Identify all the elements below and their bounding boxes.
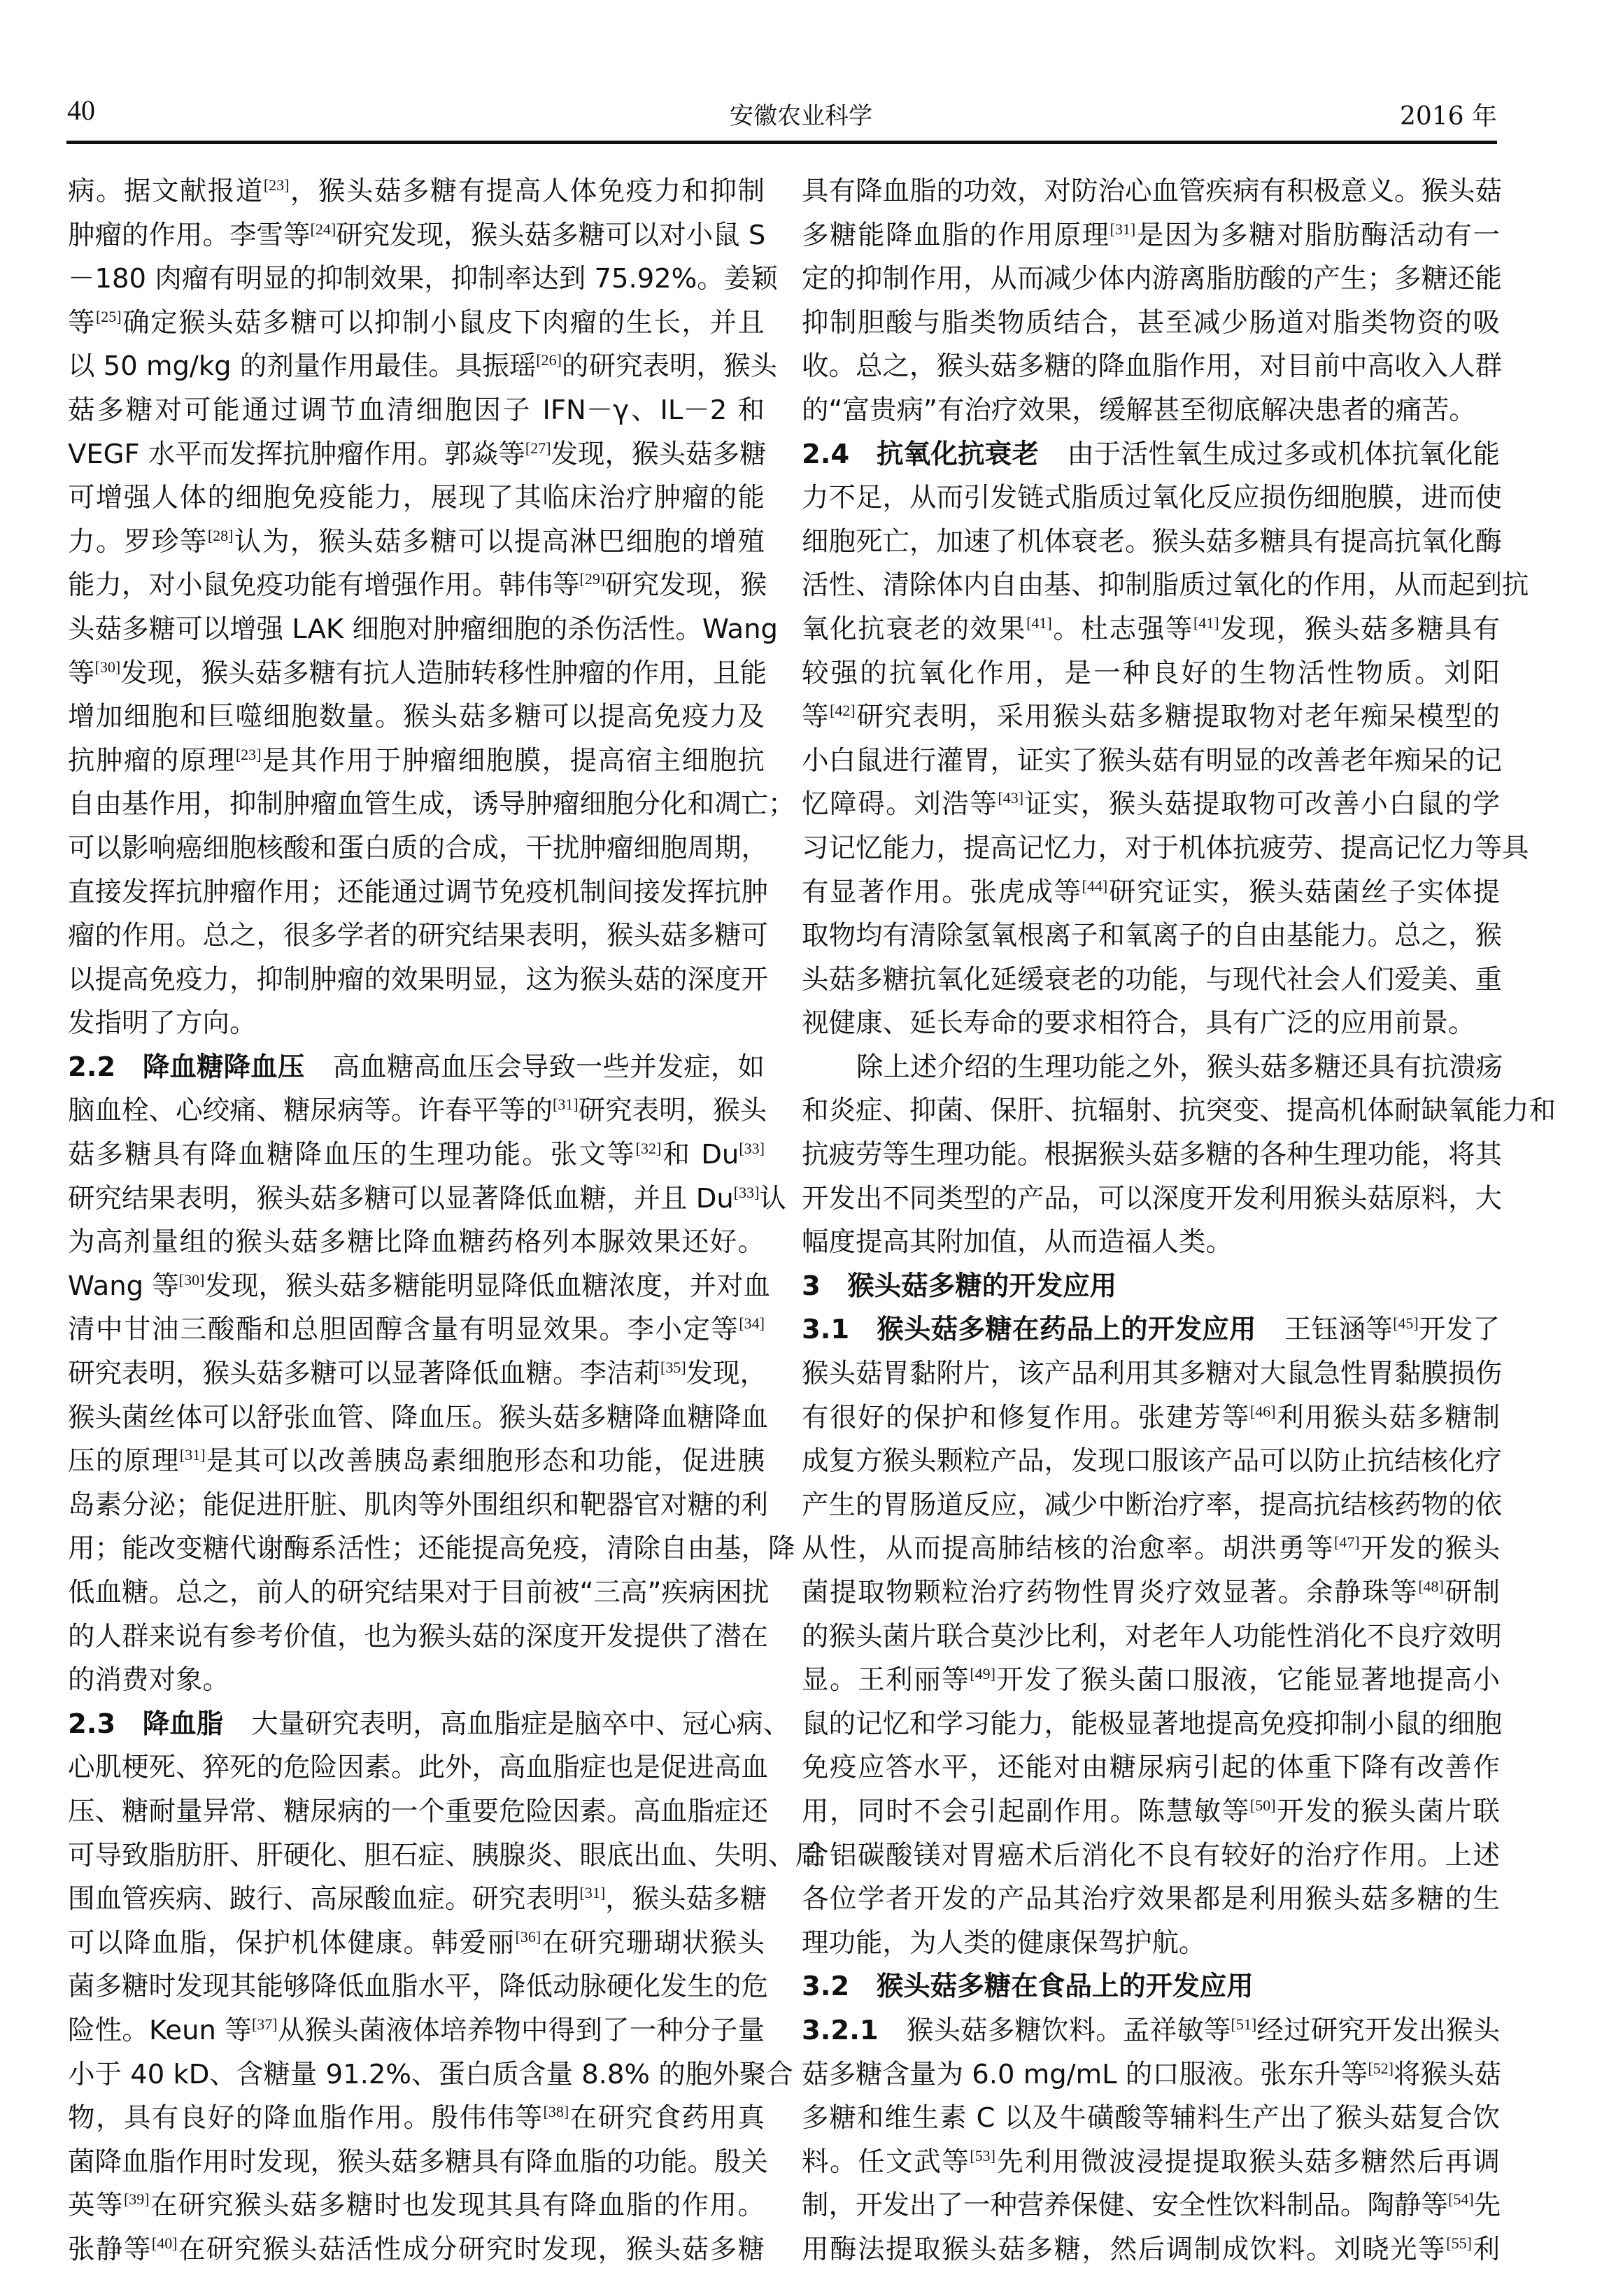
citation-ref: [43] <box>998 789 1024 807</box>
text-run: 在研究珊瑚状猴头 <box>541 1927 765 1959</box>
text-run: 各位学者开发的产品其治疗效果都是利用猴头菇多糖的生 <box>802 1883 1500 1915</box>
text-run: 的消费对象。 <box>68 1664 230 1696</box>
text-line <box>802 871 1500 915</box>
text-run: 将猴头菇 <box>1393 2058 1501 2090</box>
text-run: 用酶法提取猴头菇多糖，然后调制成饮料。刘晓光等 <box>802 2233 1447 2265</box>
text-run: 头菇多糖抗氧化延缓衰老的功能，与现代社会人们爱美、重 <box>802 963 1503 995</box>
text-line <box>68 783 795 827</box>
text-line <box>802 1089 1557 1133</box>
text-run: 增加细胞和巨噬细胞数量。猴头菇多糖可以提高免疫力及 <box>68 701 765 733</box>
text-run: 利用猴头菇多糖制 <box>1275 1401 1500 1433</box>
text-run: 视健康、延长寿命的要求相符合，具有广泛的应用前景。 <box>802 1007 1475 1040</box>
section-heading: 3.2.1 <box>802 2014 879 2046</box>
text-run: 先 <box>1473 2190 1501 2222</box>
section-heading-line <box>802 2009 1500 2053</box>
text-line <box>68 433 765 477</box>
text-line <box>68 2053 793 2097</box>
text-line <box>68 302 765 346</box>
text-run: 习记忆能力，提高记忆力，对于机体抗疲劳、提高记忆力等具 <box>802 832 1529 864</box>
text-line <box>802 1834 1500 1878</box>
text-run: 直接发挥抗肿瘤作用；还能通过调节免疫机制间接发挥抗肿 <box>68 876 769 908</box>
text-line <box>68 1177 786 1221</box>
text-run: 多糖和维生素 C 以及牛磺酸等辅料生产出了猴头菇复合饮 <box>802 2102 1500 2134</box>
citation-ref: [49] <box>970 1665 995 1683</box>
text-run: 的研究表明，猴头 <box>562 350 778 383</box>
text-run: 从猴头菌液体培养物中得到了一种分子量 <box>277 2014 765 2046</box>
citation-ref: [24] <box>310 220 336 238</box>
text-run: 开发出不同类型的产品，可以深度开发利用猴头菇原料，大 <box>802 1182 1503 1214</box>
text-line <box>68 476 765 520</box>
text-run: 肿瘤的作用。李雪等 <box>68 219 311 251</box>
text-line <box>802 1440 1503 1484</box>
citation-ref: [39] <box>123 2190 150 2209</box>
text-run: 发现，猴头菇多糖有抗人造肺转移性肿瘤的作用，且能 <box>120 657 767 689</box>
text-run: 收。总之，猴头菇多糖的降血脂作用，对目前中高收入人群 <box>802 350 1503 383</box>
citation-ref: [31] <box>579 1884 606 1902</box>
text-run: 先利用微波浸提提取猴头菇多糖然后再调 <box>995 2146 1500 2178</box>
text-run: 有显著作用。张虎成等 <box>802 876 1082 908</box>
text-run: 细胞死亡，加速了机体衰老。猴头菇多糖具有提高抗氧化酶 <box>802 525 1503 558</box>
text-run: 清中甘油三酸酯和总胆固醇含量有明显效果。李小定等 <box>68 1314 739 1346</box>
text-run: 险性。Keun 等 <box>68 2014 252 2046</box>
citation-ref: [23] <box>235 745 262 763</box>
text-line <box>68 1002 765 1046</box>
section-heading-line <box>68 1703 791 1747</box>
text-run: 从性，从而提高肺结核的治愈率。胡洪勇等 <box>802 1533 1335 1565</box>
text-line <box>802 914 1503 958</box>
citation-ref: [51] <box>1231 2015 1257 2033</box>
text-run: 理功能，为人类的健康保驾护航。 <box>802 1927 1206 1959</box>
text-run: 研究证实，猴头菇菌丝子实体提 <box>1107 876 1500 908</box>
citation-ref: [40] <box>151 2234 178 2252</box>
section-heading: 3.1 猴头菇多糖在药品上的开发应用 <box>802 1314 1256 1346</box>
citation-ref: [31] <box>553 1096 579 1114</box>
text-run: 张静等 <box>68 2233 152 2265</box>
text-line <box>68 1790 769 1834</box>
text-line <box>68 1659 765 1703</box>
text-run: 头菇多糖可以增强 LAK 细胞对肿瘤细胞的杀伤活性。Wang <box>68 613 778 645</box>
text-line <box>802 1878 1500 1922</box>
text-run: 自由基作用，抑制肿瘤血管生成，诱导肿瘤细胞分化和凋亡； <box>68 788 795 821</box>
text-run: 开发了 <box>1418 1314 1500 1346</box>
text-run: 发现， <box>686 1358 767 1390</box>
text-run: 脑血栓、心绞痛、糖尿病等。许春平等的 <box>68 1095 553 1127</box>
publication-year: 2016 年 <box>1399 102 1497 131</box>
journal-title: 安徽农业科学 <box>730 102 872 130</box>
text-run: 抗肿瘤的原理 <box>68 744 236 777</box>
citation-ref: [26] <box>536 351 562 369</box>
text-line <box>802 1177 1503 1221</box>
text-line <box>68 1265 770 1309</box>
text-run: 成复方猴头颗粒产品，发现口服该产品可以防止抗结核化疗 <box>802 1445 1503 1477</box>
text-run: 低血糖。总之，前人的研究结果对于目前被“三高”疾病困扰 <box>68 1577 770 1608</box>
text-run: 是其可以改善胰岛素细胞形态和功能，促进胰 <box>205 1445 765 1477</box>
text-run: 开发的猴头菌片联 <box>1275 1795 1500 1827</box>
citation-ref: [45] <box>1393 1314 1419 1333</box>
section-heading-line <box>68 1046 765 1090</box>
section-heading-line <box>802 433 1500 477</box>
text-line <box>802 257 1503 302</box>
text-line <box>68 389 765 433</box>
text-run: 料。任文武等 <box>802 2146 970 2178</box>
section-heading: 3 猴头菇多糖的开发应用 <box>802 1270 1117 1302</box>
text-line <box>68 170 765 214</box>
text-line <box>68 2228 765 2272</box>
text-run: 取物均有清除氢氧根离子和氧离子的自由基能力。总之，猴 <box>802 920 1503 952</box>
citation-ref: [50] <box>1249 1796 1276 1814</box>
text-run: 可以降血脂，保护机体健康。韩爱丽 <box>68 1927 516 1959</box>
text-line <box>68 564 765 608</box>
citation-ref: [30] <box>94 658 121 676</box>
citation-ref: [32] <box>635 1140 662 1158</box>
citation-ref: [30] <box>178 1270 205 1289</box>
text-line <box>802 345 1503 389</box>
citation-ref: [31] <box>1110 220 1136 238</box>
text-run: 压的原理 <box>68 1445 180 1477</box>
text-line <box>68 1440 765 1484</box>
text-line <box>802 2184 1500 2228</box>
text-run: 小白鼠进行灌胃，证实了猴头菇有明显的改善老年痴呆的记 <box>802 744 1503 777</box>
text-run: 开发了猴头菌口服液，它能显著地提高小 <box>995 1664 1500 1696</box>
text-run: 用；能改变糖代谢酶系活性；还能提高免疫，清除自由基，降 <box>68 1533 795 1565</box>
citation-ref: [25] <box>95 307 122 325</box>
text-run: 鼠的记忆和学习能力，能极显著地提高免疫抑制小鼠的细胞 <box>802 1708 1503 1740</box>
text-run: 菇多糖具有降血糖降血压的生理功能。张文等 <box>68 1139 636 1171</box>
text-line <box>802 170 1503 214</box>
citation-ref: [28] <box>207 526 234 544</box>
text-line <box>68 345 778 389</box>
text-run: 等 <box>68 306 96 339</box>
text-line <box>68 1922 765 1966</box>
text-run: 。杜志强等 <box>1051 613 1194 645</box>
text-run: 大量研究表明，高血脂症是脑卒中、冠心病、 <box>251 1708 791 1740</box>
text-line <box>68 871 769 915</box>
section-heading: 3.2 猴头菇多糖在食品上的开发应用 <box>802 1971 1254 2003</box>
text-run: 有很好的保护和修复作用。张建芳等 <box>802 1401 1250 1433</box>
text-line <box>68 608 778 652</box>
text-line <box>802 1221 1500 1265</box>
citation-ref: [47] <box>1334 1533 1360 1552</box>
text-line <box>68 1746 769 1790</box>
text-line <box>68 1965 769 2009</box>
citation-ref: [54] <box>1448 2190 1474 2209</box>
text-run: 经过研究开发出猴头 <box>1256 2014 1500 2046</box>
text-line <box>68 2184 765 2228</box>
citation-ref: [36] <box>515 1927 541 1946</box>
text-run: 是因为多糖对脂肪酶活动有一 <box>1135 219 1500 251</box>
citation-ref: [38] <box>543 2103 569 2121</box>
text-line <box>802 1002 1500 1046</box>
text-line <box>802 1352 1503 1396</box>
text-run: 研究结果表明，猴头菇多糖可以显著降低血糖，并且 Du <box>68 1182 734 1214</box>
text-run: ，猴头菇多糖有提高人体免疫力和抑制 <box>289 176 765 207</box>
text-line <box>802 739 1503 784</box>
section-heading-line <box>802 1265 1500 1309</box>
citation-ref: [33] <box>733 1183 760 1201</box>
text-line <box>802 958 1503 1002</box>
text-line <box>68 1527 795 1571</box>
text-run: 在研究食药用真 <box>569 2102 765 2134</box>
text-line <box>802 827 1529 871</box>
text-run: 抑制胆酸与脂类物质结合，甚至减少肠道对脂类物资的吸 <box>802 306 1500 339</box>
citation-ref: [41] <box>1193 614 1219 632</box>
citation-ref: [27] <box>525 439 551 457</box>
text-line <box>802 564 1529 608</box>
text-run: 和 Du <box>661 1139 739 1171</box>
text-run: Wang 等 <box>68 1270 179 1302</box>
text-run: 抗疲劳等生理功能。根据猴头菇多糖的各种生理功能，将其 <box>802 1139 1503 1171</box>
text-run: 的“富贵病”有治疗效果，缓解甚至彻底解决患者的痛苦。 <box>802 394 1476 426</box>
citation-ref: [29] <box>579 570 606 588</box>
citation-ref: [44] <box>1082 877 1108 895</box>
text-line <box>802 652 1500 696</box>
text-line <box>802 302 1500 346</box>
text-line <box>68 695 765 739</box>
citation-ref: [37] <box>251 2015 278 2033</box>
citation-ref: [35] <box>660 1359 686 1377</box>
text-line <box>802 695 1500 739</box>
text-line <box>68 2097 765 2141</box>
page-number: 40 <box>67 94 95 126</box>
text-run: ，猴头菇多糖 <box>605 1883 767 1915</box>
right-column <box>802 170 1557 2272</box>
text-line <box>68 1571 770 1615</box>
text-run: 的人群来说有参考价值，也为猴头菇的深度开发提供了潜在 <box>68 1620 769 1652</box>
text-run: 氧化抗衰老的效果 <box>802 613 1027 645</box>
citation-ref: [34] <box>739 1314 765 1333</box>
text-line <box>68 1834 823 1878</box>
text-line <box>68 1133 765 1177</box>
text-run: 可增强人体的细胞免疫能力，展现了其临床治疗肿瘤的能 <box>68 482 765 514</box>
text-line <box>802 608 1500 652</box>
text-run: 证实，猴头菇提取物可改善小白鼠的学 <box>1023 788 1500 821</box>
header-rule <box>66 141 1497 144</box>
text-run: 和炎症、抑菌、保肝、抗辐射、抗突变、提高机体耐缺氧能力和 <box>802 1095 1557 1127</box>
text-run: 小于 40 kD、含糖量 91.2%、蛋白质含量 8.8% 的胞外聚合 <box>68 2058 793 2090</box>
section-heading: 2.4 抗氧化抗衰老 <box>802 438 1040 470</box>
text-run: 研究表明，采用猴头菇多糖提取物对老年痴呆模型的 <box>855 701 1500 733</box>
text-line <box>802 2228 1500 2272</box>
text-line <box>68 914 769 958</box>
text-run: 研究表明，猴头菇多糖可以显著降低血糖。李洁莉 <box>68 1358 661 1390</box>
text-run: 围血管疾病、跛行、高尿酸血症。研究表明 <box>68 1883 580 1915</box>
text-line <box>68 2009 765 2053</box>
text-line <box>68 2141 769 2185</box>
text-line <box>802 1571 1500 1615</box>
text-line <box>802 1659 1500 1703</box>
text-run: 制，开发出了一种营养保健、安全性饮料制品。陶静等 <box>802 2190 1449 2222</box>
citation-ref: [31] <box>179 1446 206 1464</box>
text-run: VEGF 水平而发挥抗肿瘤作用。郭焱等 <box>68 438 525 470</box>
text-line <box>68 958 769 1002</box>
citation-ref: [41] <box>1026 614 1052 632</box>
text-run: 猴头菇多糖饮料。孟祥敏等 <box>906 2014 1231 2046</box>
text-line <box>68 1308 765 1352</box>
text-run: 能力，对小鼠免疫功能有增强作用。韩伟等 <box>68 569 580 602</box>
text-line <box>802 1703 1503 1747</box>
left-column <box>68 170 823 2272</box>
text-run: 发现，猴头菇多糖 <box>551 438 767 470</box>
text-run: 研究发现，猴 <box>605 569 767 602</box>
text-run: 王钰涵等 <box>1284 1314 1394 1346</box>
text-run: －180 肉瘤有明显的抑制效果，抑制率达到 75.92%。姜颖 <box>68 263 778 295</box>
text-run: 猴头菌丝体可以舒张血管、降血压。猴头菇多糖降血糖降血 <box>68 1401 769 1433</box>
text-run: 开发的猴头 <box>1359 1533 1500 1565</box>
text-run: 物，具有良好的降血脂作用。殷伟伟等 <box>68 2102 544 2134</box>
text-run: 等 <box>802 701 830 733</box>
text-line <box>802 1484 1503 1528</box>
citation-ref: [42] <box>830 702 856 720</box>
text-line <box>68 1396 769 1440</box>
text-run: 等 <box>68 657 95 689</box>
text-run: 研制 <box>1443 1577 1500 1608</box>
section-heading: 2.2 降血糖降血压 <box>68 1051 305 1083</box>
text-line <box>802 1527 1500 1571</box>
text-run: 定的抑制作用，从而减少体内游离脂肪酸的产生；多糖还能 <box>802 263 1503 295</box>
citation-ref: [23] <box>263 176 290 194</box>
text-line <box>802 476 1503 520</box>
text-run: 岛素分泌；能促进肝脏、肌肉等外围组织和靶器官对糖的利 <box>68 1489 769 1521</box>
citation-ref: [53] <box>970 2146 995 2164</box>
text-line <box>802 2053 1500 2097</box>
text-line <box>802 214 1500 258</box>
text-line <box>802 1396 1500 1440</box>
text-line <box>68 1089 765 1133</box>
text-run: 猴头菇胃黏附片，该产品利用其多糖对大鼠急性胃黏膜损伤 <box>802 1358 1503 1390</box>
text-run: 利 <box>1471 2233 1500 2265</box>
text-run: 菇多糖含量为 6.0 mg/mL 的口服液。张东升等 <box>802 2058 1368 2090</box>
section-heading-line <box>802 1308 1500 1352</box>
text-run: 活性、清除体内自由基、抑制脂质过氧化的作用，从而起到抗 <box>802 569 1529 602</box>
text-line <box>802 1046 1503 1090</box>
text-line <box>802 1615 1503 1659</box>
text-line <box>802 389 1500 433</box>
text-run: 的猴头菌片联合莫沙比利，对老年人功能性消化不良疗效明 <box>802 1620 1503 1652</box>
text-run: 以 50 mg/kg 的剂量作用最佳。具振瑶 <box>68 350 537 383</box>
text-run: 菇多糖对可能通过调节血清细胞因子 IFN－γ、IL－2 和 <box>68 394 765 426</box>
text-line <box>68 1352 765 1396</box>
text-run: 产生的胃肠道反应，减少中断治疗率，提高抗结核药物的依 <box>802 1489 1503 1521</box>
text-run: 幅度提高其附加值，从而造福人类。 <box>802 1226 1233 1259</box>
text-line <box>68 1615 769 1659</box>
text-line <box>802 1790 1500 1834</box>
section-heading: 2.3 降血脂 <box>68 1708 224 1740</box>
text-run: 在研究猴头菇活性成分研究时发现，猴头菇多糖 <box>177 2233 765 2265</box>
text-run: 发现，猴头菇多糖能明显降低血糖浓度，并对血 <box>204 1270 770 1302</box>
text-run: 多糖能降血脂的作用原理 <box>802 219 1110 251</box>
text-run: 显。王利丽等 <box>802 1664 970 1696</box>
text-run: 确定猴头菇多糖可以抑制小鼠皮下肉瘤的生长，并且 <box>121 306 765 339</box>
text-run: 为高剂量组的猴头菇多糖比降血糖药格列本脲效果还好。 <box>68 1226 765 1259</box>
citation-ref: [48] <box>1418 1578 1444 1595</box>
text-line <box>68 739 765 784</box>
text-run: 瘤的作用。总之，很多学者的研究结果表明，猴头菇多糖可 <box>68 920 769 952</box>
citation-ref: [52] <box>1368 2059 1394 2077</box>
text-run: 具有降血脂的功效，对防治心血管疾病有积极意义。猴头菇 <box>802 176 1503 207</box>
text-run: 是其作用于肿瘤细胞膜，提高宿主细胞抗 <box>261 744 765 777</box>
text-run: 高血糖高血压会导致一些并发症，如 <box>332 1051 765 1083</box>
text-run: 可导致脂肪肝、肝硬化、胆石症、胰腺炎、眼底出血、失明、周 <box>68 1839 823 1871</box>
text-line <box>802 2141 1500 2185</box>
text-run: 较强的抗氧化作用，是一种良好的生物活性物质。刘阳 <box>802 657 1500 689</box>
citation-ref: [55] <box>1446 2234 1472 2252</box>
text-line <box>68 827 769 871</box>
text-run: 英等 <box>68 2190 124 2222</box>
text-run: 免疫应答水平，还能对由糖尿病引起的体重下降有改善作 <box>802 1752 1500 1784</box>
text-run: 认为，猴头菇多糖可以提高淋巴细胞的增殖 <box>233 525 765 558</box>
text-run: 在研究猴头菇多糖时也发现其具有降血脂的作用。 <box>149 2190 765 2222</box>
text-line <box>802 1922 1500 1966</box>
text-run: 由于活性氧生成过多或机体抗氧化能 <box>1067 438 1500 470</box>
text-run: 压、糖耐量异常、糖尿病的一个重要危险因素。高血脂症还 <box>68 1795 769 1827</box>
text-run: 可以影响癌细胞核酸和蛋白质的合成，干扰肿瘤细胞周期， <box>68 832 769 864</box>
text-run: 力不足，从而引发链式脂质过氧化反应损伤细胞膜，进而使 <box>802 482 1503 514</box>
text-line <box>802 1133 1503 1177</box>
text-run: 菌多糖时发现其能够降低血脂水平，降低动脉硬化发生的危 <box>68 1971 769 2003</box>
text-run: 心肌梗死、猝死的危险因素。此外，高血脂症也是促进高血 <box>68 1752 769 1784</box>
section-heading-line <box>802 1965 1500 2009</box>
text-run: 发现，猴头菇多糖具有 <box>1219 613 1500 645</box>
text-run: 研究发现，猴头菇多糖可以对小鼠 S <box>336 219 766 251</box>
text-run: 病。据文献报道 <box>68 176 264 207</box>
text-run: 菌提取物颗粒治疗药物性胃炎疗效显著。余静珠等 <box>802 1577 1419 1608</box>
text-run: 合铝碳酸镁对胃癌术后消化不良有较好的治疗作用。上述 <box>802 1839 1500 1871</box>
citation-ref: [46] <box>1249 1402 1276 1420</box>
text-line <box>68 257 778 302</box>
text-run: 忆障碍。刘浩等 <box>802 788 998 821</box>
text-run: 发指明了方向。 <box>68 1007 257 1040</box>
text-line <box>802 520 1503 565</box>
text-run: 以提高免疫力，抑制肿瘤的效果明显，这为猴头菇的深度开 <box>68 963 769 995</box>
text-line <box>68 1221 765 1265</box>
citation-ref: [33] <box>739 1140 765 1158</box>
text-line <box>68 1484 769 1528</box>
text-line <box>68 520 765 565</box>
text-run: 认 <box>759 1182 786 1214</box>
text-line <box>802 2097 1500 2141</box>
text-run: 研究表明，猴头 <box>578 1095 767 1127</box>
text-run: 菌降血脂作用时发现，猴头菇多糖具有降血脂的功能。殷关 <box>68 2146 769 2178</box>
text-run: 力。罗珍等 <box>68 525 208 558</box>
text-line <box>68 214 765 258</box>
text-run: 用，同时不会引起副作用。陈慧敏等 <box>802 1795 1250 1827</box>
text-line <box>68 1878 765 1922</box>
text-run: 除上述介绍的生理功能之外，猴头菇多糖还具有抗溃疡 <box>856 1051 1503 1083</box>
text-line <box>802 1746 1500 1790</box>
text-line <box>802 783 1500 827</box>
text-line <box>68 652 765 696</box>
